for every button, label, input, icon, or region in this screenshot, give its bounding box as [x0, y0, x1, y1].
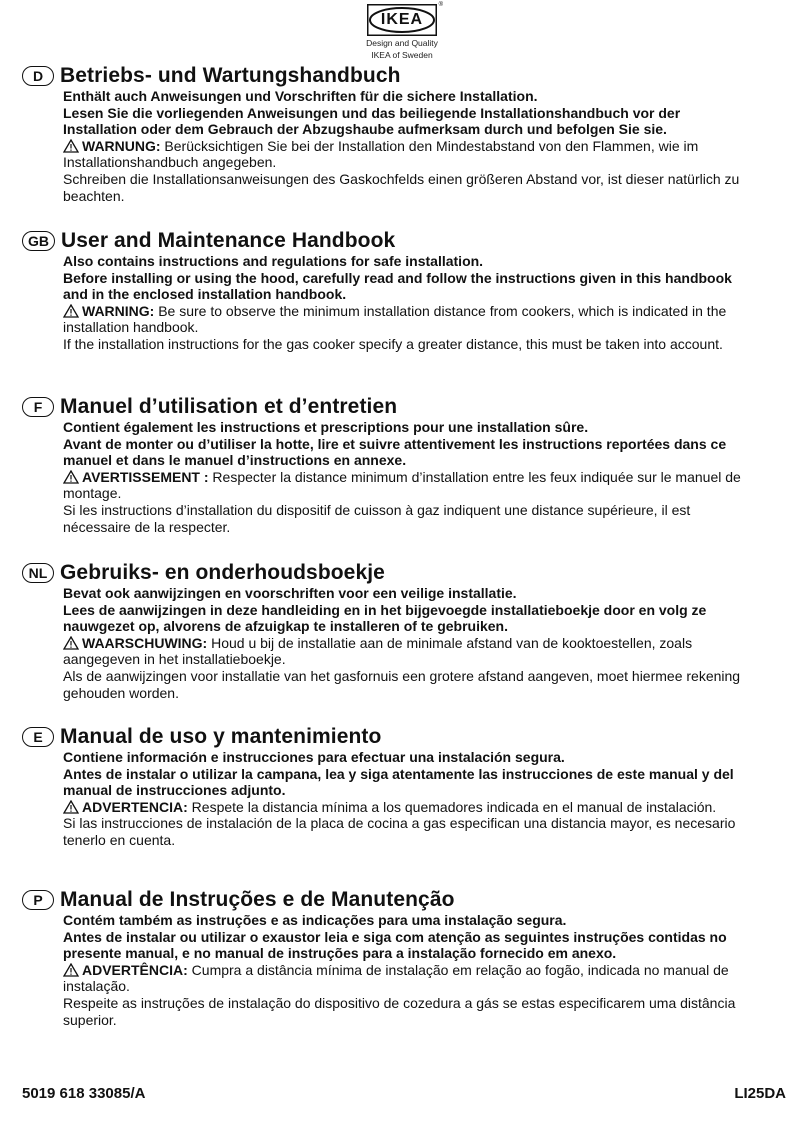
warning-paragraph: [63, 469, 752, 502]
section-title: Betriebs- und Wartungshandbuch: [60, 64, 401, 87]
section-body: [63, 912, 752, 1028]
section-es: [22, 725, 752, 849]
warning-triangle-icon: [63, 636, 79, 650]
warning-label: WAARSCHUWING:: [82, 634, 208, 651]
language-badge: E: [22, 727, 54, 747]
gas-cooker-note: Si les instructions d’installation du dispositif de cuisson à gaz indiquent une distance supérieure, il est nécessaire de la respecter.: [63, 501, 691, 535]
warning-paragraph: [63, 962, 752, 995]
section-body: [63, 253, 752, 353]
safety-intro: Contient également les instructions et prescriptions pour une installation sûre.: [63, 419, 589, 435]
read-instructions: Before installing or using the hood, carefully read and follow the instructions given in this handbook and in the enclosed installation handbook.: [63, 269, 732, 303]
safety-intro: Bevat ook aanwijzingen en voorschriften voor een veilige installatie.: [63, 585, 517, 601]
gas-cooker-note: Respeite as instruções de instalação do dispositivo de cozedura a gás se estas especificarem uma distância superior.: [63, 994, 736, 1028]
section-title: Manual de Instruções e de Manutenção: [60, 888, 455, 911]
ikea-logo-text: IKEA: [380, 11, 424, 28]
warning-text: Be sure to observe the minimum installation distance from cookers, which is indicated in the installation handbook.: [63, 302, 727, 336]
section-title: User and Maintenance Handbook: [61, 229, 396, 252]
section-nl: [22, 561, 752, 701]
warning-text: Berücksichtigen Sie bei der Installation den Mindestabstand von den Flammen, wie im Installationshandbuch angegeben.: [63, 137, 699, 171]
registered-mark: ®: [438, 2, 443, 8]
section-body: [63, 419, 752, 535]
section-gb: [22, 229, 752, 353]
read-instructions: Antes de instalar ou utilizar o exaustor leia e siga com atenção as seguintes instruções contidas no presente manual, e no manual de instruções para a instalação fornecido em anexo.: [63, 928, 727, 962]
section-fr: [22, 395, 752, 535]
warning-label: ADVERTÊNCIA:: [82, 961, 188, 978]
read-instructions: Lees de aanwijzingen in deze handleiding en in het bijgevoegde installatieboekje door en volg ze nauwgezet op, alvorens de afzuigkap te installeren of te gebruiken.: [63, 601, 707, 635]
warning-triangle-icon: [63, 304, 79, 318]
warning-triangle-icon: [63, 963, 79, 977]
language-badge: F: [22, 397, 54, 417]
read-instructions: Antes de instalar o utilizar la campana, lea y siga atentamente las instrucciones de este manual y del manual de instrucciones adjunto.: [63, 765, 734, 799]
ikea-logo: [364, 2, 443, 60]
section-body: [63, 88, 752, 204]
warning-label: AVERTISSEMENT :: [82, 468, 209, 485]
gas-cooker-note: Schreiben die Installationsanweisungen des Gaskochfelds einen größeren Abstand vor, ist dieser natürlich zu beachten.: [63, 170, 740, 204]
tagline-origin: IKEA of Sweden: [371, 50, 433, 60]
gas-cooker-note: If the installation instructions for the gas cooker specify a greater distance, this must be taken into account.: [63, 335, 723, 352]
language-badge: P: [22, 890, 54, 910]
warning-text: Respecter la distance minimum d’installation entre les feux indiquée sur le manuel de montage.: [63, 468, 741, 502]
warning-triangle-icon: [63, 139, 79, 153]
warning-label: ADVERTENCIA:: [82, 798, 188, 815]
warning-label: WARNING:: [82, 302, 155, 319]
warning-paragraph: [63, 635, 752, 668]
section-title: Gebruiks- en onderhoudsboekje: [60, 561, 385, 584]
safety-intro: Enthält auch Anweisungen und Vorschriften für die sichere Installation.: [63, 88, 538, 104]
warning-paragraph: [63, 138, 752, 171]
ikea-logo-badge: [367, 2, 443, 36]
safety-intro: Contiene información e instrucciones para efectuar una instalación segura.: [63, 749, 565, 765]
safety-intro: Also contains instructions and regulations for safe installation.: [63, 253, 484, 269]
warning-text: Houd u bij de installatie aan de minimale afstand van de kooktoestellen, zoals aangegeven in het installatieboekje.: [63, 634, 693, 668]
gas-cooker-note: Als de aanwijzingen voor installatie van het gasfornuis een grotere afstand aangeven, moet hiermee rekening gehouden worden.: [63, 667, 741, 701]
warning-triangle-icon: [63, 800, 79, 814]
warning-text: Respete la distancia mínima a los quemadores indicada en el manual de instalación.: [187, 798, 717, 815]
section-pt: [22, 888, 752, 1028]
section-title: Manual de uso y mantenimiento: [60, 725, 382, 748]
section-body: [63, 749, 752, 849]
section-body: [63, 585, 752, 701]
language-badge: GB: [22, 231, 55, 251]
read-instructions: Lesen Sie die vorliegenden Anweisungen und das beiliegende Installationshandbuch vor der Installation oder dem Gebrauch der Abzugshaube aufmerksam durch und befolgen Sie sie.: [63, 104, 681, 138]
gas-cooker-note: Si las instrucciones de instalación de la placa de cocina a gas especifican una distancia mayor, es necesario tenerlo en cuenta.: [63, 815, 736, 848]
section-de: [22, 64, 752, 204]
warning-triangle-icon: [63, 470, 79, 484]
warning-text: Cumpra a distância mínima de instalação em relação ao fogão, indicada no manual de instalação.: [63, 961, 729, 995]
safety-intro: Contém também as instruções e as indicações para uma instalação segura.: [63, 912, 567, 928]
model-code: LI25DA: [734, 1085, 786, 1102]
language-badge: NL: [22, 563, 54, 583]
warning-paragraph: [63, 303, 752, 336]
language-badge: D: [22, 66, 54, 86]
read-instructions: Avant de monter ou d’utiliser la hotte, lire et suivre attentivement les instructions reportées dans ce manuel et dans le manuel d’instructions en annexe.: [63, 435, 727, 469]
warning-paragraph: [63, 799, 752, 816]
warning-label: WARNUNG:: [82, 137, 161, 154]
document-number: 5019 618 33085/A: [22, 1085, 146, 1102]
section-title: Manuel d’utilisation et d’entretien: [60, 395, 398, 418]
tagline-design: Design and Quality: [366, 38, 438, 48]
